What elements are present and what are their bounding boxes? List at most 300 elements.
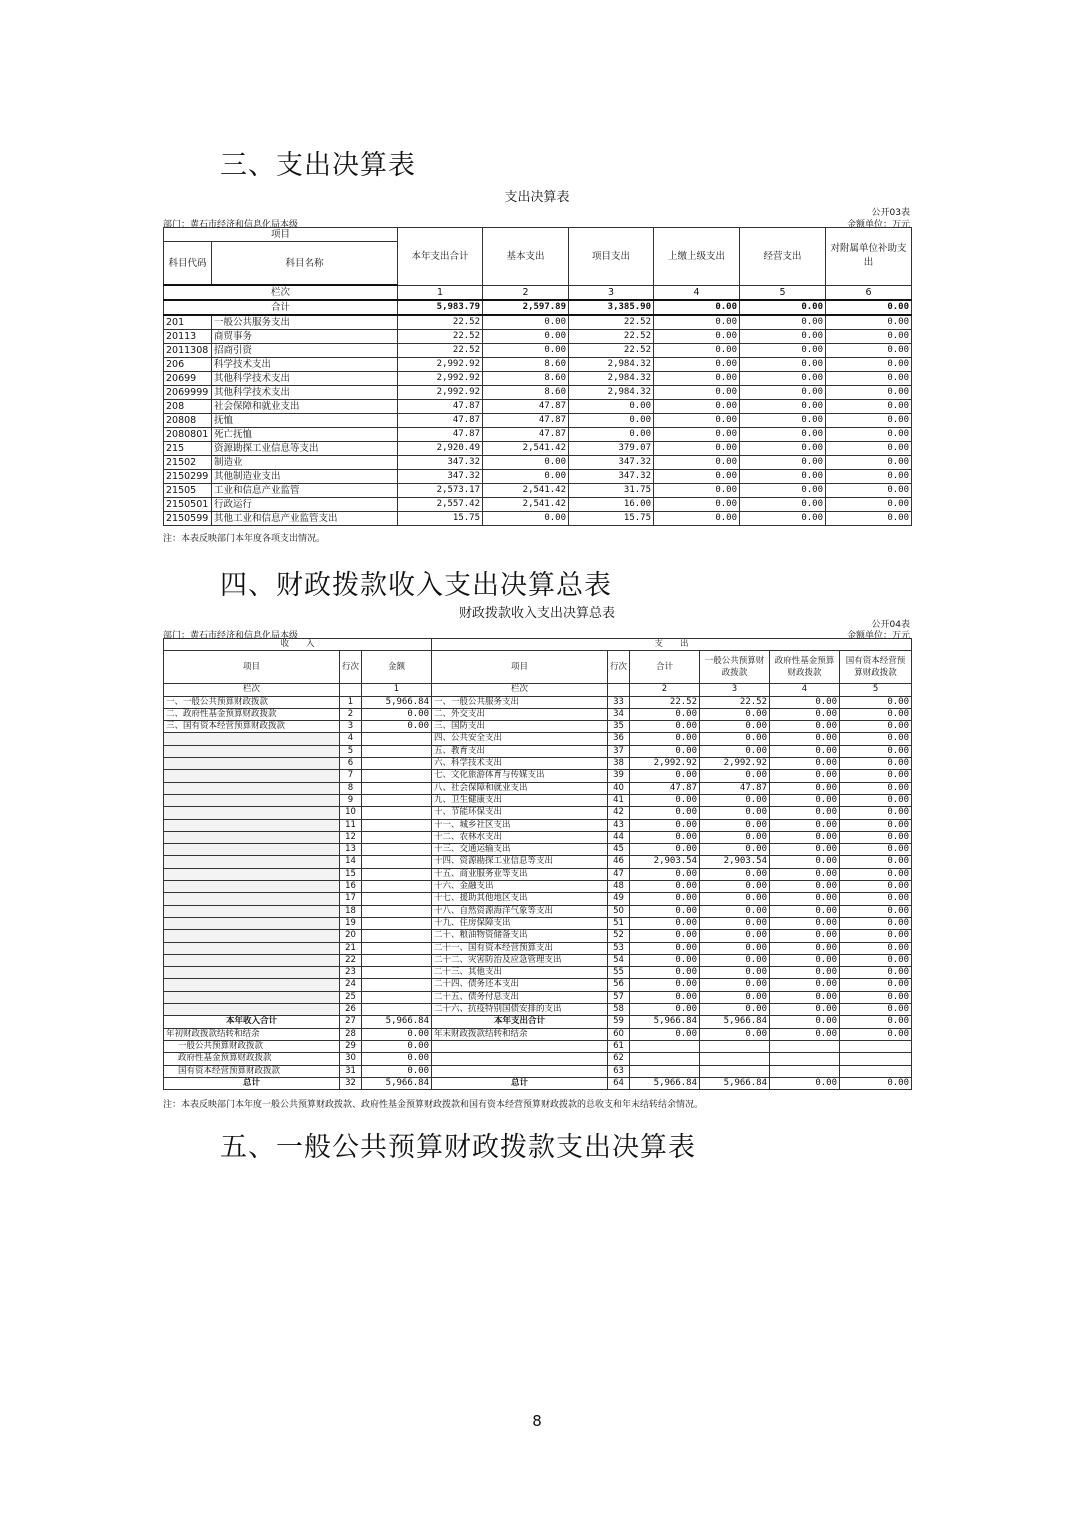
amount-cell: 0.00: [740, 414, 826, 428]
income-line-no: 23: [340, 967, 362, 979]
expense-item: 九、卫生健康支出: [432, 794, 608, 806]
header-col-4: 上缴上级支出: [654, 228, 740, 286]
expense-amount: 0.00: [630, 979, 700, 991]
expense-amount: 0.00: [700, 917, 770, 929]
expense-amount: [700, 1040, 770, 1052]
amount-cell: 379.07: [569, 442, 654, 456]
expense-amount: 0.00: [630, 930, 700, 942]
table-row: [164, 917, 912, 929]
expense-item: 二十五、债务付息支出: [432, 991, 608, 1003]
table2-dept: 部门：黄石市经济和信息化局本级: [163, 631, 299, 641]
subject-name: 死亡抚恤: [212, 428, 398, 442]
header-col-5: 经营支出: [740, 228, 826, 286]
income-line-no: 32: [340, 1077, 362, 1089]
amount-cell: 2,541.42: [483, 442, 569, 456]
income-line-no: 18: [340, 905, 362, 917]
expense-amount: 0.00: [630, 868, 700, 880]
col-num: 4: [770, 684, 840, 696]
amount-cell: 2,992.92: [398, 386, 483, 400]
income-line-no: 27: [340, 1016, 362, 1028]
income-amount: [362, 1004, 432, 1016]
expense-item: [432, 1065, 608, 1077]
expense-amount: 0.00: [840, 868, 912, 880]
subject-name: 社会保障和就业支出: [212, 400, 398, 414]
expense-item: 十七、援助其他地区支出: [432, 893, 608, 905]
expense-item: 八、社会保障和就业支出: [432, 782, 608, 794]
amount-cell: 0.00: [826, 315, 912, 330]
amount-cell: 0.00: [826, 386, 912, 400]
expense-line-no: 44: [608, 831, 630, 843]
amount-cell: 347.32: [398, 470, 483, 484]
income-item: 一、一般公共预算财政拨款: [164, 696, 340, 708]
income-item: [164, 782, 340, 794]
expense-amount: 5,966.84: [700, 1016, 770, 1028]
expense-amount: 0.00: [840, 979, 912, 991]
expense-amount: 0.00: [840, 1077, 912, 1089]
income-line-no: 2: [340, 708, 362, 720]
table-row: [164, 979, 912, 991]
table-row: [164, 1016, 912, 1028]
expense-amount: 0.00: [840, 794, 912, 806]
amount-cell: 0.00: [740, 470, 826, 484]
table1-unit: 金额单位：万元: [846, 220, 910, 230]
expense-amount: 0.00: [630, 708, 700, 720]
table-row: [164, 991, 912, 1003]
income-amount: [362, 745, 432, 757]
table-row: [164, 708, 912, 720]
table1-code: 公开03表: [871, 208, 910, 218]
expense-item: 五、教育支出: [432, 745, 608, 757]
expense-amount: 0.00: [700, 893, 770, 905]
income-item: [164, 770, 340, 782]
income-amount: [362, 831, 432, 843]
expense-amount: 0.00: [770, 1077, 840, 1089]
amount-cell: 47.87: [483, 400, 569, 414]
amount-cell: 0.00: [654, 414, 740, 428]
income-amount: 0.00: [362, 1028, 432, 1040]
income-item: [164, 844, 340, 856]
expense-amount: 22.52: [700, 696, 770, 708]
amount-cell: 347.32: [569, 456, 654, 470]
income-line-no: 29: [340, 1040, 362, 1052]
amount-cell: 0.00: [826, 484, 912, 498]
expense-item: 二十、粮油物资储备支出: [432, 930, 608, 942]
income-amount: [362, 930, 432, 942]
expense-line-no: 36: [608, 733, 630, 745]
expense-amount: 0.00: [770, 696, 840, 708]
subject-code: 215: [164, 442, 212, 456]
expense-item: 年末财政拨款结转和结余: [432, 1028, 608, 1040]
amount-cell: 0.00: [654, 358, 740, 372]
subject-name: 商贸事务: [212, 330, 398, 344]
expense-amount: 0.00: [770, 721, 840, 733]
expense-amount: 0.00: [700, 770, 770, 782]
income-item: [164, 794, 340, 806]
income-amount: [362, 733, 432, 745]
income-line-no: 8: [340, 782, 362, 794]
expense-amount: 0.00: [700, 1004, 770, 1016]
expense-amount: 5,966.84: [630, 1016, 700, 1028]
exp-line-header: 行次: [608, 651, 630, 684]
income-item: [164, 881, 340, 893]
amount-cell: 0.00: [654, 315, 740, 330]
expense-amount: 0.00: [840, 967, 912, 979]
income-item: [164, 979, 340, 991]
expense-line-no: 57: [608, 991, 630, 1003]
table-row: [164, 942, 912, 954]
expense-line-no: 39: [608, 770, 630, 782]
amount-cell: 2,541.42: [483, 484, 569, 498]
expense-amount: 0.00: [700, 991, 770, 1003]
income-line-no: 28: [340, 1028, 362, 1040]
amount-cell: 0.00: [654, 442, 740, 456]
expense-amount: 0.00: [700, 881, 770, 893]
amount-cell: 0.00: [654, 386, 740, 400]
total-value: 0.00: [740, 300, 826, 315]
total-value: 2,597.89: [483, 300, 569, 315]
subject-code: 21502: [164, 456, 212, 470]
expense-amount: 0.00: [630, 942, 700, 954]
expense-item: 七、文化旅游体育与传媒支出: [432, 770, 608, 782]
income-line-no: 13: [340, 844, 362, 856]
expense-amount: 0.00: [840, 991, 912, 1003]
table-row: [164, 831, 912, 843]
amount-cell: 0.00: [740, 358, 826, 372]
expense-amount: 0.00: [840, 733, 912, 745]
amount-cell: 0.00: [826, 330, 912, 344]
expense-item: 十九、住房保障支出: [432, 917, 608, 929]
income-item: [164, 930, 340, 942]
expense-amount: 0.00: [700, 954, 770, 966]
amount-cell: 0.00: [826, 372, 912, 386]
expense-line-no: 45: [608, 844, 630, 856]
expense-amount: 0.00: [840, 696, 912, 708]
income-line-no: 20: [340, 930, 362, 942]
expense-amount: 0.00: [840, 758, 912, 770]
amount-cell: 0.00: [740, 456, 826, 470]
table-row: [164, 733, 912, 745]
amount-cell: 0.00: [826, 358, 912, 372]
income-amount: [362, 954, 432, 966]
expense-amount: 0.00: [630, 721, 700, 733]
income-line-no: 14: [340, 856, 362, 868]
table2-title: 财政拨款收入支出决算总表: [458, 606, 615, 621]
income-header: 收 入: [164, 639, 432, 651]
expense-item: 十、节能环保支出: [432, 807, 608, 819]
expense-amount: 0.00: [700, 868, 770, 880]
expense-line-no: 47: [608, 868, 630, 880]
table-row: [164, 442, 912, 456]
income-item: 总计: [164, 1077, 340, 1089]
table-row: [164, 954, 912, 966]
amount-cell: 0.00: [569, 428, 654, 442]
expense-amount: 0.00: [630, 745, 700, 757]
income-amount: 5,966.84: [362, 1077, 432, 1089]
table-row: [164, 1065, 912, 1077]
income-amount: 5,966.84: [362, 1016, 432, 1028]
total-label: 合计: [164, 300, 398, 315]
expense-amount: 0.00: [840, 893, 912, 905]
subject-code: 2069999: [164, 386, 212, 400]
expense-item: 十一、城乡社区支出: [432, 819, 608, 831]
amount-cell: 0.00: [740, 442, 826, 456]
expense-line-no: 34: [608, 708, 630, 720]
expense-amount: 0.00: [630, 905, 700, 917]
income-amount: [362, 893, 432, 905]
income-item: 政府性基金预算财政拨款: [164, 1053, 340, 1065]
expense-amount: 47.87: [630, 782, 700, 794]
expense-item: 二十四、债务还本支出: [432, 979, 608, 991]
income-amount: [362, 807, 432, 819]
expense-amount: 0.00: [770, 954, 840, 966]
table-row: [164, 315, 912, 330]
amount-cell: 0.00: [740, 315, 826, 330]
income-amount: [362, 991, 432, 1003]
expense-amount: 0.00: [770, 770, 840, 782]
expense-amount: 0.00: [700, 831, 770, 843]
amount-cell: 2,992.92: [398, 358, 483, 372]
table-row: [164, 330, 912, 344]
subject-code: 201: [164, 315, 212, 330]
expense-amount: [770, 1065, 840, 1077]
amount-cell: 0.00: [654, 470, 740, 484]
expense-amount: 0.00: [770, 745, 840, 757]
amount-cell: 0.00: [826, 344, 912, 358]
expense-line-no: 56: [608, 979, 630, 991]
income-line-no: 3: [340, 721, 362, 733]
expense-line-no: 35: [608, 721, 630, 733]
expense-amount: 0.00: [770, 967, 840, 979]
subject-name: 制造业: [212, 456, 398, 470]
expense-item: 三、国防支出: [432, 721, 608, 733]
expense-item: [432, 1040, 608, 1052]
income-item: 二、政府性基金预算财政拨款: [164, 708, 340, 720]
amount-cell: 2,541.42: [483, 498, 569, 512]
expense-item: 一、一般公共服务支出: [432, 696, 608, 708]
expense-amount: [840, 1065, 912, 1077]
expense-item: 二十六、抗疫特别国债安排的支出: [432, 1004, 608, 1016]
expense-amount: 0.00: [840, 807, 912, 819]
col-num: 3: [700, 684, 770, 696]
income-item: [164, 831, 340, 843]
expense-amount: 0.00: [840, 881, 912, 893]
expense-amount: 0.00: [840, 831, 912, 843]
expense-amount: 0.00: [770, 794, 840, 806]
subject-code: 206: [164, 358, 212, 372]
section-title-general-budget: 五、一般公共预算财政拨款支出决算表: [220, 1132, 696, 1163]
inc-item-header: 项目: [164, 651, 340, 684]
expense-amount: 0.00: [840, 844, 912, 856]
amount-cell: 22.52: [569, 344, 654, 358]
expense-amount: 0.00: [770, 991, 840, 1003]
col-num: 4: [654, 285, 740, 300]
amount-cell: 0.00: [826, 456, 912, 470]
expense-amount: [630, 1040, 700, 1052]
income-amount: [362, 905, 432, 917]
table-row: [164, 456, 912, 470]
col-num: 2: [483, 285, 569, 300]
amount-cell: 0.00: [740, 512, 826, 526]
expense-amount: 0.00: [840, 917, 912, 929]
expense-amount: 0.00: [840, 708, 912, 720]
income-line-no: 12: [340, 831, 362, 843]
expense-amount: 0.00: [840, 721, 912, 733]
income-item: [164, 991, 340, 1003]
amount-cell: 0.00: [654, 372, 740, 386]
income-amount: [362, 844, 432, 856]
expense-amount: 0.00: [770, 868, 840, 880]
amount-cell: 0.00: [740, 372, 826, 386]
table-row: [164, 696, 912, 708]
subject-code: 2080801: [164, 428, 212, 442]
subject-code: 208: [164, 400, 212, 414]
income-item: [164, 807, 340, 819]
expense-amount: 0.00: [840, 954, 912, 966]
expense-line-no: 60: [608, 1028, 630, 1040]
amount-cell: 0.00: [826, 512, 912, 526]
expense-line-no: 58: [608, 1004, 630, 1016]
amount-cell: 0.00: [826, 414, 912, 428]
lanci-label: 栏次: [164, 285, 398, 300]
table-row: [164, 428, 912, 442]
amount-cell: 31.75: [569, 484, 654, 498]
income-line-no: 6: [340, 758, 362, 770]
expense-amount: [700, 1065, 770, 1077]
expense-amount: 0.00: [840, 1004, 912, 1016]
header-name: 科目名称: [212, 242, 398, 286]
expense-line-no: 38: [608, 758, 630, 770]
expense-item: 十五、商业服务业等支出: [432, 868, 608, 880]
income-line-no: 7: [340, 770, 362, 782]
table-row: [164, 930, 912, 942]
amount-cell: 0.00: [483, 512, 569, 526]
expense-amount: 0.00: [840, 782, 912, 794]
total-value: 0.00: [654, 300, 740, 315]
expense-amount: 0.00: [840, 942, 912, 954]
amount-cell: 47.87: [398, 414, 483, 428]
amount-cell: 47.87: [398, 400, 483, 414]
expense-amount: 0.00: [770, 782, 840, 794]
income-item: [164, 905, 340, 917]
expense-amount: [630, 1053, 700, 1065]
expense-amount: 0.00: [630, 733, 700, 745]
income-item: [164, 954, 340, 966]
income-item: 一般公共预算财政拨款: [164, 1040, 340, 1052]
amount-cell: 0.00: [740, 400, 826, 414]
income-amount: [362, 942, 432, 954]
table-row: [164, 484, 912, 498]
amount-cell: 0.00: [654, 456, 740, 470]
subject-name: 资源勘探工业信息等支出: [212, 442, 398, 456]
expense-amount: 0.00: [700, 1028, 770, 1040]
expense-amount: 22.52: [630, 696, 700, 708]
amount-cell: 0.00: [654, 400, 740, 414]
col-num: 3: [569, 285, 654, 300]
subject-code: 20113: [164, 330, 212, 344]
subject-code: 21505: [164, 484, 212, 498]
amount-cell: 8.60: [483, 372, 569, 386]
expense-item: 总计: [432, 1077, 608, 1089]
table-row: [164, 819, 912, 831]
expense-amount: 0.00: [630, 917, 700, 929]
expense-item: 十六、金融支出: [432, 881, 608, 893]
expense-amount: 0.00: [840, 1028, 912, 1040]
expense-amount: 0.00: [770, 844, 840, 856]
expense-amount: 0.00: [770, 1016, 840, 1028]
inc-line-header: 行次: [340, 651, 362, 684]
exp-gpb-header: 一般公共预算财政拨款: [700, 651, 770, 684]
amount-cell: 15.75: [569, 512, 654, 526]
expense-amount: 0.00: [700, 721, 770, 733]
income-amount: [362, 868, 432, 880]
table-row: [164, 1004, 912, 1016]
income-amount: [362, 794, 432, 806]
expense-item: 二十三、其他支出: [432, 967, 608, 979]
exp-socb-header: 国有资本经营预算财政拨款: [840, 651, 912, 684]
expense-line-no: 46: [608, 856, 630, 868]
amount-cell: 0.00: [569, 400, 654, 414]
header-col-6: 对附属单位补助支出: [826, 228, 912, 286]
expense-amount: [840, 1053, 912, 1065]
expense-amount: 0.00: [630, 967, 700, 979]
income-line-no: 24: [340, 979, 362, 991]
income-item: [164, 917, 340, 929]
table-row: [164, 470, 912, 484]
expense-amount: 0.00: [630, 844, 700, 856]
expense-amount: 0.00: [840, 930, 912, 942]
table-row: [164, 967, 912, 979]
expense-amount: 0.00: [840, 745, 912, 757]
expense-amount: 0.00: [700, 708, 770, 720]
lanci-label: 栏次: [432, 684, 608, 696]
income-line-no: 26: [340, 1004, 362, 1016]
expense-amount: 0.00: [770, 905, 840, 917]
table1-title: 支出决算表: [504, 190, 570, 205]
table-row: [164, 807, 912, 819]
col-num: 6: [826, 285, 912, 300]
section-title-expenditure: 三、支出决算表: [220, 150, 416, 181]
expense-amount: 0.00: [770, 708, 840, 720]
expense-amount: 2,992.92: [630, 758, 700, 770]
subject-name: 招商引资: [212, 344, 398, 358]
amount-cell: 0.00: [826, 498, 912, 512]
expense-line-no: 37: [608, 745, 630, 757]
expense-amount: [770, 1040, 840, 1052]
table-row: [164, 905, 912, 917]
expense-amount: 0.00: [840, 819, 912, 831]
expense-amount: 2,992.92: [700, 758, 770, 770]
expense-amount: 0.00: [700, 807, 770, 819]
table-row: [164, 414, 912, 428]
expense-line-no: 33: [608, 696, 630, 708]
page-number: 8: [532, 1412, 542, 1430]
amount-cell: 0.00: [654, 330, 740, 344]
income-amount: [362, 979, 432, 991]
header-col-3: 项目支出: [569, 228, 654, 286]
income-line-no: 10: [340, 807, 362, 819]
subject-name: 行政运行: [212, 498, 398, 512]
table-row: [164, 344, 912, 358]
expense-line-no: 52: [608, 930, 630, 942]
amount-cell: 2,557.42: [398, 498, 483, 512]
table-row: [164, 868, 912, 880]
income-amount: [362, 782, 432, 794]
expense-amount: [700, 1053, 770, 1065]
expense-amount: 0.00: [840, 770, 912, 782]
amount-cell: 0.00: [740, 484, 826, 498]
total-value: 3,385.90: [569, 300, 654, 315]
table-row: [164, 794, 912, 806]
